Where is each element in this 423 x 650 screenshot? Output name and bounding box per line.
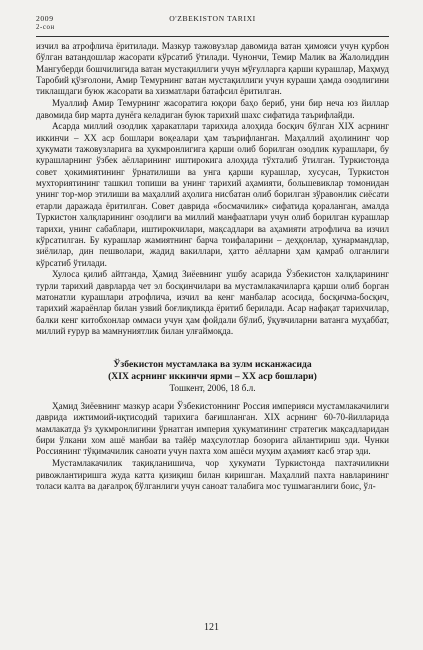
page-number: 121 — [204, 622, 219, 633]
running-head — [36, 14, 389, 31]
paragraph-1: изчил ва атрофлича ёритилади. Мазкур тажовузлар давомида ватан ҳимояси учун қурбон бўлган ватандошлар жасорати кўрсатиб ўтилади. Чунончи, Темир Малик ва Жалолиддин Мангуберди бошчилигида ватан мустақиллиги учун мўғулларга қарши курашлар, Маҳмуд Таробий қўзғолони, Амир Темурнинг ватан мустақиллиги учун кураши ҳамда озодлигини тиклашдаги буюк жасорати ва хизматлари батафсил ёритилган. — [36, 41, 389, 97]
issue-label: 2-сон — [36, 24, 55, 31]
paragraph-5: Ҳамид Зиёевнинг мазкур асари Ўзбекистоннинг Россия империяси мустамлакачилиги даврида ижтимоий-иқтисодий тарихига бағишланган. XIX асрнинг 60-70-йилларида мамлакатда ўз ҳукмронлигини ўрнатган империя ҳукуматининг стратегик мақсадларидан бири ўлкани хом ашё манбаи ва тайёр маҳсулотлар бозорига айлантириш эди. Чунки Россиянинг тўқимачилик саноати учун пахта хом ашёси муҳим аҳамият касб этар эди. — [36, 400, 389, 457]
paragraph-6: Мустамлакачилик тақиқланишича, чор ҳукумати Туркистонда пахтачиликни ривожлантиришга жуда катта қизиқиш билан киришган. Маҳаллий пахта навларининг толаси калта ва дағалроқ бўлганлиги учун саноат талабига мос тушмаганлиги боис, ўл- — [36, 458, 389, 491]
section-title-line-2: (XIX асрнинг иккинчи ярми – XX аср бошлари) — [108, 371, 317, 383]
section-imprint: Тошкент, 2006, 18 б.л. — [169, 383, 256, 394]
year-label: 2009 — [36, 14, 54, 23]
section-title-line-1: Ўзбекистон мустамлака ва зулм исканжасида — [113, 359, 312, 371]
paragraph-3: Асарда миллий озодлик ҳаракатлари тарихида алоҳида босқич бўлган XIX асрнинг иккинчи – XX аср бошлари воқеалари ҳам таърифланган. Маҳаллий аҳолининг чор ҳукумати тажовузларига ва ҳукмронлигига қарши олиб борилган озодлик курашлари, бу курашларнинг ўзбек аёлларининг иштирокига алоҳида тўхталиб ўтилган. Туркистонда совет ҳокимиятининг ўрнатилиши ва унга қарши курашлар, хусусан, Туркистон мухториятининг ташкил топиши ва унинг тарихий аҳамияти, большевиклар томонидан унинг тор-мор этилиши ва маҳаллий аҳолига нисбатан олиб борилган зўравонлик сиёсати етарли даражада ёритилган. Совет даврида «босмачилик» сифатида қораланган, амалда Туркистон халқларининг озодлиги ва миллий манфаатлари учун олиб борилган курашлар тарихи, унинг сабаблари, иштирокчилари, мақсадлари ва аҳамияти атрофлича ва изчил кўрсатилган. Бу курашлар жамиятнинг барча тоифаларини – деҳқонлар, ҳунармандлар, зиёлилар, дин пешволари, жадид вакиллари, ҳатто аёлларни ҳам қамраб олганлиги кўрсатиб ўтилади. — [36, 121, 389, 268]
journal-title: O'ZBEKISTON TARIXI — [169, 14, 256, 23]
article-body — [36, 41, 389, 492]
paragraph-2: Муаллиф Амир Темурнинг жасоратига юқори баҳо бериб, уни бир неча юз йиллар давомида бир марта дунёга келадиган буюк тарихий шахс сифатида таърифлайди. — [36, 98, 389, 120]
paragraph-4: Хулоса қилиб айтганда, Ҳамид Зиёевнинг ушбу асарида Ўзбекистон халқларининг турли тарихий даврларда чет эл босқинчилари ва мустамлакачиларга қарши олиб борган матонатли курашлари атрофлича, изчил ва кенг манбалар асосида, босқичма-босқич, тарихий жараёнлар билан узвий боғлиқликда ёритиб берилади. Асар нафақат тарихчилар, балки кенг китобхонлар оммаси учун ҳам фойдали бўлиб, ўқувчиларни ватанга муҳаббат, миллий ғурур ва мамнуниятлик билан улғаймоқда. — [36, 269, 389, 337]
section-title — [36, 359, 389, 383]
header-divider — [36, 36, 389, 37]
